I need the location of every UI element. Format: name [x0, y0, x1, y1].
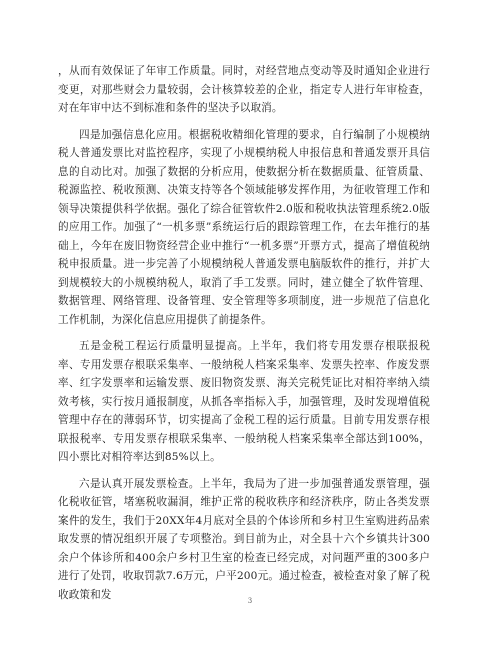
paragraph-informatization: 四是加强信息化应用。根据税收精细化管理的要求，自行编制了小规模纳税人普通发票比对监控程序，实现了小规模纳税人申报信息和普通发票开具信息的自动比对。加强了数据的分析应用，使数据分析在数据质量、征管质量、税源监控、税收预测、决策支持等各个领域能够发挥作用，为征收管理工作和领导决策提供科学依据。强化了综合征管软件2.0版和税收执法管理系统2.0版的应用工作。加强了“一机多票”系统运行后的跟踪管理工作，在去年推行的基础上，今年在废旧物资经营企业中推行“一机多票”开票方式，提高了增值税纳税申报质量。进一步完善了小规模纳税人普通发票电脑版软件的推行，并扩大到规模较大的小规模纳税人，取消了手工发票。同时，建立健全了软件管理、数据管理、网络管理、设备管理、安全管理等多项制度，进一步规范了信息化工作机制，为深化信息应用提供了前提条件。	[58, 128, 430, 326]
page-number: 3	[247, 597, 253, 605]
document-body	[58, 62, 430, 612]
paragraph-invoice-inspection: 六是认真开展发票检查。上半年，我局为了进一步加强普通发票管理，强化税收征管，堵塞税收漏洞，维护正常的税收秩序和经济秩序，防止各类发票案件的发生，我们于20XX年4月底对全县的个体诊所和乡村卫生室购进药品索取发票的情况组织开展了专项整治。到目前为止，对全县十六个乡镇共计300余户个体诊所和400余户乡村卫生室的检查已经完成，对问题严重的300多户进行了处罚，收取罚款7.6万元，户平200元。通过检查，被检查对象了解了税收政策和发	[58, 477, 430, 601]
paragraph-golden-tax: 五是金税工程运行质量明显提高。上半年，我们将专用发票存根联报税率、专用发票存根联采集率、一般纳税人档案采集率、发票失控率、作废发票率、红字发票率和运输发票、废旧物资发票、海关完税凭证比对相符率纳入绩效考核，实行按月通报制度，从抓各率指标入手，加强管理，及时发现增值税管理中存在的薄弱环节，切实提高了金税工程的运行质量。目前专用发票存根联报税率、专用发票存根联采集率、一般纳税人档案采集率全部达到100%，四小票比对相符率达到85%以上。	[58, 340, 430, 463]
paragraph-continuation: ，从而有效保证了年审工作质量。同时，对经营地点变动等及时通知企业进行变更，对那些财会力量较弱，会计核算较差的企业，指定专人进行年审检查，对在年审中达不到标准和条件的坚决予以取消。	[58, 65, 430, 114]
